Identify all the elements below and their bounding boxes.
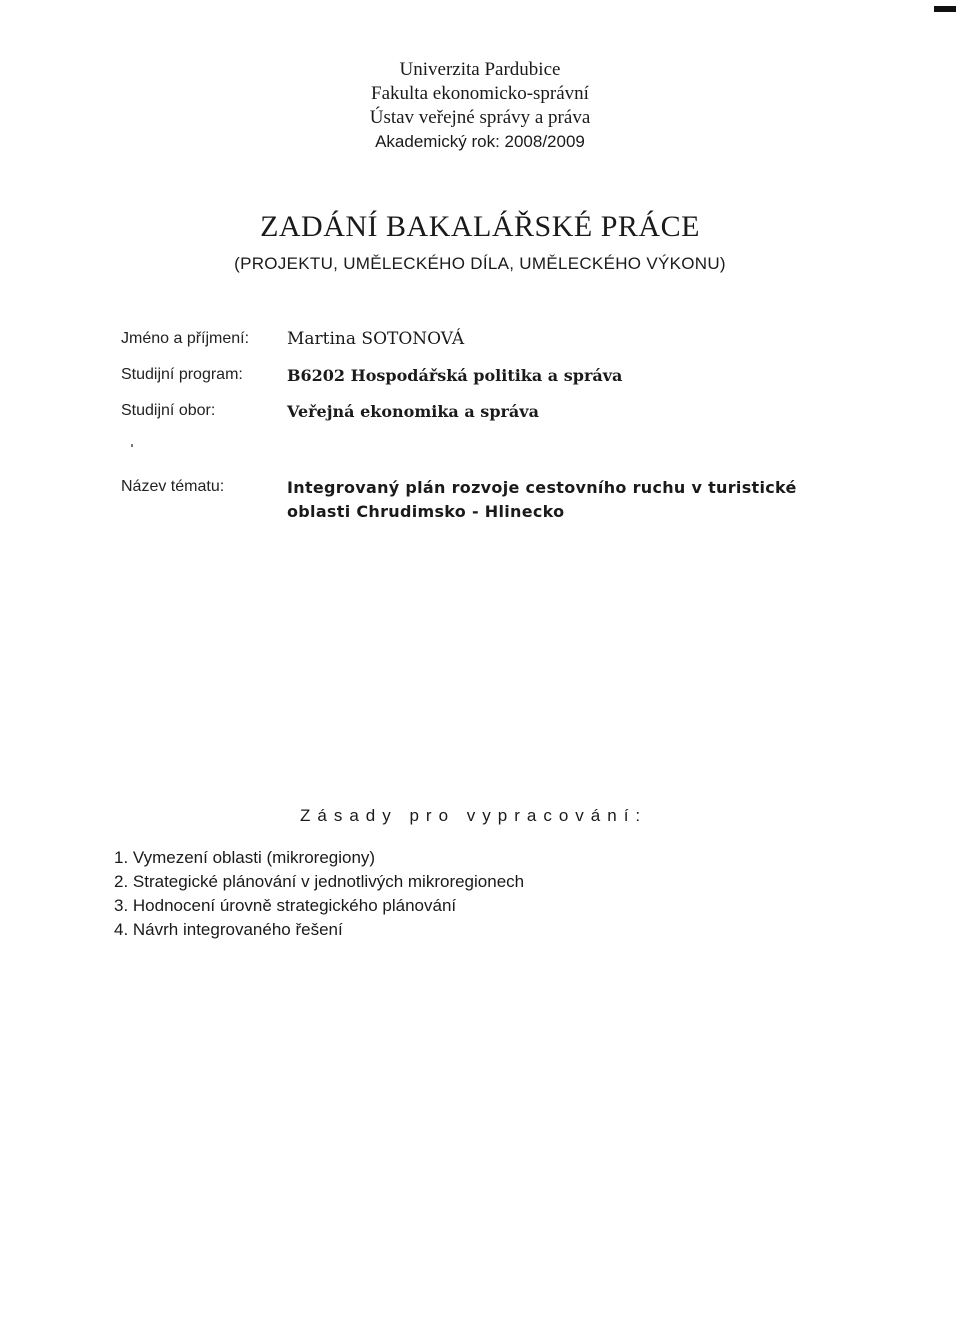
scan-corner-mark xyxy=(934,6,956,12)
topic-value: Integrovaný plán rozvoje cestovního ruchu v turistické oblasti Chrudimsko - Hlinecko xyxy=(287,478,797,521)
list-item: 4. Návrh integrovaného řešení xyxy=(114,920,343,939)
document-title: ZADÁNÍ BAKALÁŘSKÉ PRÁCE xyxy=(260,210,700,243)
institute-name: Ústav veřejné správy a práva xyxy=(369,107,591,128)
university-name: Univerzita Pardubice xyxy=(399,59,561,80)
topic-label: Název tématu: xyxy=(121,478,225,495)
list-item: 1. Vymezení oblasti (mikroregiony) xyxy=(114,848,376,867)
document-header xyxy=(0,58,960,154)
document-subtitle: (PROJEKTU, UMĚLECKÉHO DÍLA, UMĚLECKÉHO VÝKONU) xyxy=(234,254,726,273)
scan-speck xyxy=(131,444,133,447)
name-value: Martina SOTONOVÁ xyxy=(287,329,465,349)
list-item: 3. Hodnocení úrovně strategického plánování xyxy=(114,896,457,915)
list-item: 2. Strategické plánování v jednotlivých mikroregionech xyxy=(114,872,525,891)
principles-list xyxy=(114,846,524,942)
program-value: B6202 Hospodářská politika a správa xyxy=(287,366,623,385)
field-value: Veřejná ekonomika a správa xyxy=(287,402,539,421)
academic-year: Akademický rok: 2008/2009 xyxy=(375,132,585,151)
name-label: Jméno a příjmení: xyxy=(121,330,250,347)
faculty-name: Fakulta ekonomicko-správní xyxy=(371,83,589,104)
field-label: Studijní obor: xyxy=(121,402,216,419)
principles-heading: Zásady pro vypracování: xyxy=(300,806,648,825)
program-label: Studijní program: xyxy=(121,366,243,383)
